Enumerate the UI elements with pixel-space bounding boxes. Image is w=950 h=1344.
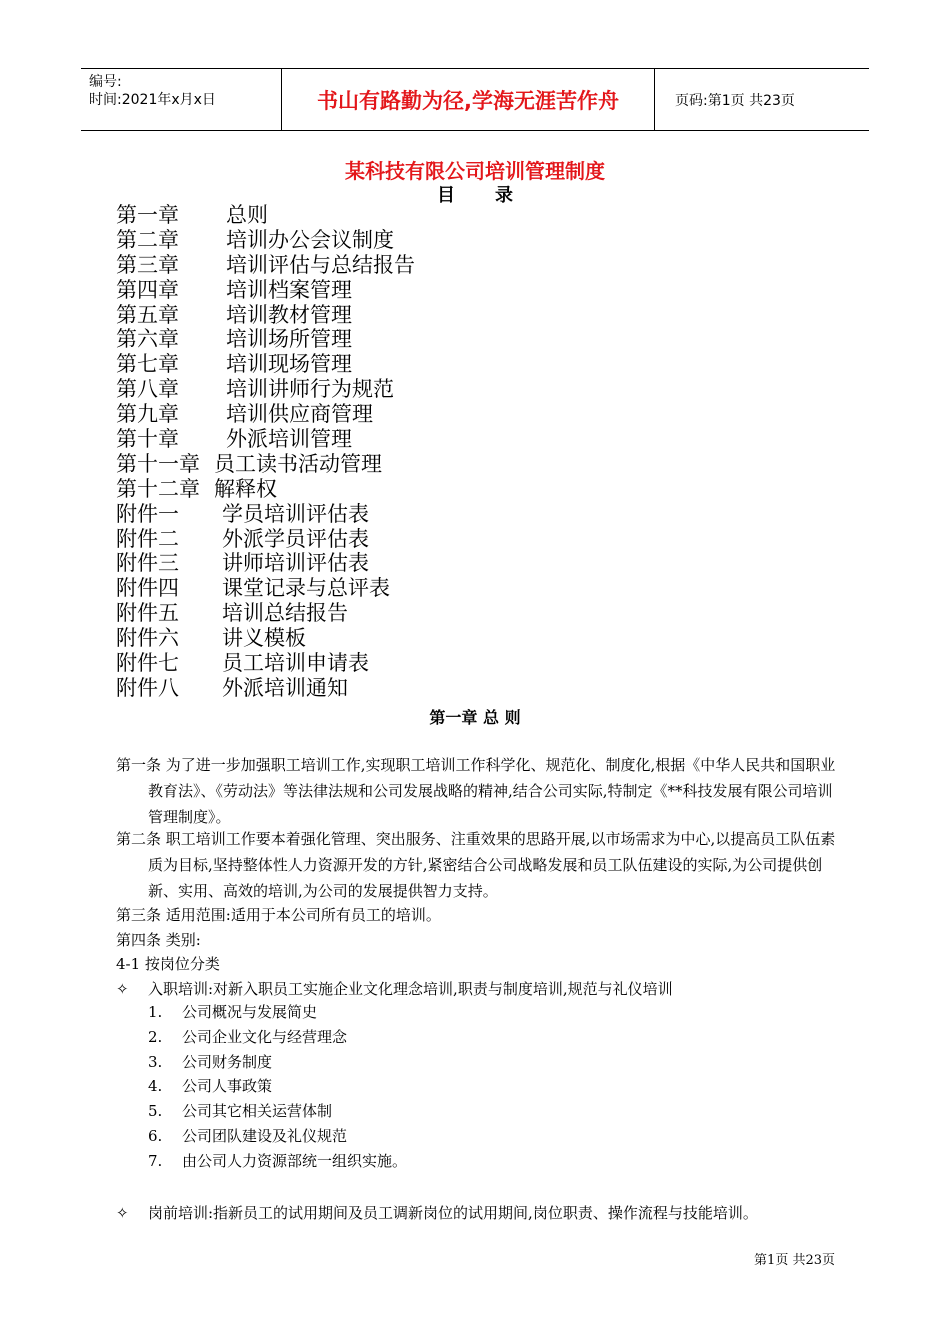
toc-item	[116, 402, 415, 427]
toc-heading-char: 录	[495, 185, 513, 206]
list-item	[148, 1000, 407, 1025]
toc-item	[116, 626, 415, 651]
list-item	[148, 1074, 407, 1099]
list-item-text: 公司团队建设及礼仪规范	[182, 1126, 348, 1145]
toc-item-number: 附件三	[116, 551, 179, 576]
toc-item-number: 附件六	[116, 626, 179, 651]
toc-item-text: 培训办公会议制度	[226, 227, 394, 252]
toc-item-text: 讲义模板	[222, 626, 306, 651]
bullet-text: 入职培训:对新入职员工实施企业文化理念培训,职责与制度培训,规范与礼仪培训	[148, 980, 673, 998]
toc-item	[116, 327, 415, 352]
toc-item-text: 外派学员评估表	[222, 526, 369, 551]
toc-item-text: 外派培训管理	[226, 427, 352, 452]
article-4-1: 4-1 按岗位分类	[116, 955, 220, 973]
list-item-text: 公司概况与发展简史	[182, 1003, 318, 1021]
toc-item-number: 附件四	[116, 576, 179, 601]
number-label: 编号:	[89, 74, 122, 90]
list-item-number: 7.	[148, 1151, 163, 1170]
list-item-number: 4.	[148, 1077, 163, 1096]
toc-item	[116, 303, 415, 328]
toc-item-text: 培训档案管理	[226, 277, 352, 302]
table-of-contents	[116, 203, 415, 701]
toc-item-text: 员工培训申请表	[222, 651, 369, 676]
toc-item	[116, 676, 415, 701]
list-item-text: 公司企业文化与经营理念	[182, 1027, 348, 1046]
diamond-bullet-icon: ✧	[116, 980, 129, 998]
page-footer: 第1页 共23页	[754, 1253, 835, 1268]
toc-item-text: 培训讲师行为规范	[226, 377, 394, 402]
toc-item-number: 第六章	[116, 327, 179, 352]
header-motto: 书山有路勤为径,学海无涯苦作舟	[317, 88, 619, 113]
toc-item-number: 第七章	[116, 352, 179, 377]
toc-item	[116, 228, 415, 253]
toc-item	[116, 253, 415, 278]
list-item-number: 6.	[148, 1126, 163, 1145]
list-item-number: 2.	[148, 1027, 163, 1046]
list-item-text: 公司财务制度	[182, 1052, 273, 1071]
toc-item-number: 第十二章	[116, 476, 200, 501]
toc-item-text: 培训教材管理	[226, 302, 352, 327]
chapter-title: 第一章 总 则	[429, 708, 521, 727]
toc-item-number: 附件五	[116, 601, 179, 626]
list-item-text: 公司其它相关运营体制	[182, 1102, 333, 1121]
toc-item	[116, 527, 415, 552]
page-header	[81, 68, 869, 131]
toc-item-number: 附件八	[116, 675, 179, 700]
toc-item-text: 解释权	[214, 476, 277, 501]
toc-item	[116, 477, 415, 502]
toc-item-number: 第一章	[116, 203, 179, 227]
toc-item-number: 第三章	[116, 252, 179, 277]
list-item-text: 由公司人力资源部统一组织实施。	[182, 1151, 408, 1170]
toc-item	[116, 651, 415, 676]
article-1	[116, 752, 842, 830]
toc-item-text: 培训总结报告	[222, 601, 348, 626]
bullet-text: 岗前培训:指新员工的试用期间及员工调新岗位的试用期间,岗位职责、操作流程与技能培训。	[148, 1204, 758, 1222]
list-item-number: 3.	[148, 1052, 163, 1071]
toc-item	[116, 352, 415, 377]
toc-item-number: 第五章	[116, 302, 179, 327]
toc-item-number: 第八章	[116, 377, 179, 402]
toc-item-number: 第九章	[116, 402, 179, 427]
header-info-cell	[81, 69, 281, 130]
toc-item	[116, 502, 415, 527]
toc-item-text: 学员培训评估表	[222, 501, 369, 526]
toc-item-text: 员工读书活动管理	[214, 451, 382, 476]
article-2-text: 第二条 职工培训工作要本着强化管理、突出服务、注重效果的思路开展,以市场需求为中心,以提高员工队伍素质为目标,坚持整体性人力资源开发的方针,紧密结合公司战略发展和员工队伍建设的实际,为公司提供创新、实用、高效的培训,为公司的发展提供智力支持。	[116, 830, 836, 900]
toc-item-text: 培训现场管理	[226, 352, 352, 377]
article-3: 第三条 适用范围:适用于本公司所有员工的培训。	[116, 906, 441, 924]
time-label: 时间:2021年x月x日	[89, 92, 216, 108]
toc-item-number: 第二章	[116, 227, 179, 252]
toc-item	[116, 203, 415, 228]
article-2	[116, 826, 842, 904]
toc-item-number: 附件二	[116, 526, 179, 551]
list-item	[148, 1050, 407, 1075]
toc-item	[116, 551, 415, 576]
toc-item-text: 总则	[226, 203, 268, 227]
toc-item-text: 培训评估与总结报告	[226, 252, 415, 277]
article-1-text: 第一条 为了进一步加强职工培训工作,实现职工培训工作科学化、规范化、制度化,根据《中华人民共和国职业教育法》、《劳动法》等法律法规和公司发展战略的精神,结合公司实际,特制定《**科技发展有限公司培训管理制度》。	[116, 756, 836, 826]
list-item	[148, 1025, 407, 1050]
toc-item-text: 培训供应商管理	[226, 402, 373, 427]
toc-item-text: 课堂记录与总评表	[222, 576, 390, 601]
header-page-label	[665, 69, 869, 130]
orientation-list	[148, 1000, 407, 1174]
diamond-bullet-icon: ✧	[116, 1204, 129, 1222]
page-number-label: 页码:第1页 共23页	[675, 92, 795, 109]
toc-item	[116, 601, 415, 626]
list-item-text: 公司人事政策	[182, 1077, 273, 1096]
list-item-number: 5.	[148, 1102, 163, 1121]
list-item	[148, 1124, 407, 1149]
toc-item-number: 第四章	[116, 277, 179, 302]
toc-item-number: 附件一	[116, 501, 179, 526]
toc-item-number: 第十章	[116, 427, 179, 452]
toc-item	[116, 452, 415, 477]
toc-item	[116, 377, 415, 402]
toc-item	[116, 278, 415, 303]
toc-item-text: 外派培训通知	[222, 675, 348, 700]
toc-heading-char: 目	[437, 185, 455, 206]
toc-item-text: 培训场所管理	[226, 327, 352, 352]
document-title: 某科技有限公司培训管理制度	[345, 159, 605, 183]
header-divider	[654, 69, 655, 130]
toc-item	[116, 576, 415, 601]
toc-item-text: 讲师培训评估表	[222, 551, 369, 576]
bullet-pre-job	[116, 1200, 758, 1226]
toc-item-number: 附件七	[116, 651, 179, 676]
list-item	[148, 1099, 407, 1124]
bullet-orientation	[116, 976, 673, 1002]
toc-item-number: 第十一章	[116, 451, 200, 476]
list-item-number: 1.	[148, 1003, 163, 1021]
list-item	[148, 1149, 407, 1174]
toc-item	[116, 427, 415, 452]
article-4: 第四条 类别:	[116, 931, 201, 949]
